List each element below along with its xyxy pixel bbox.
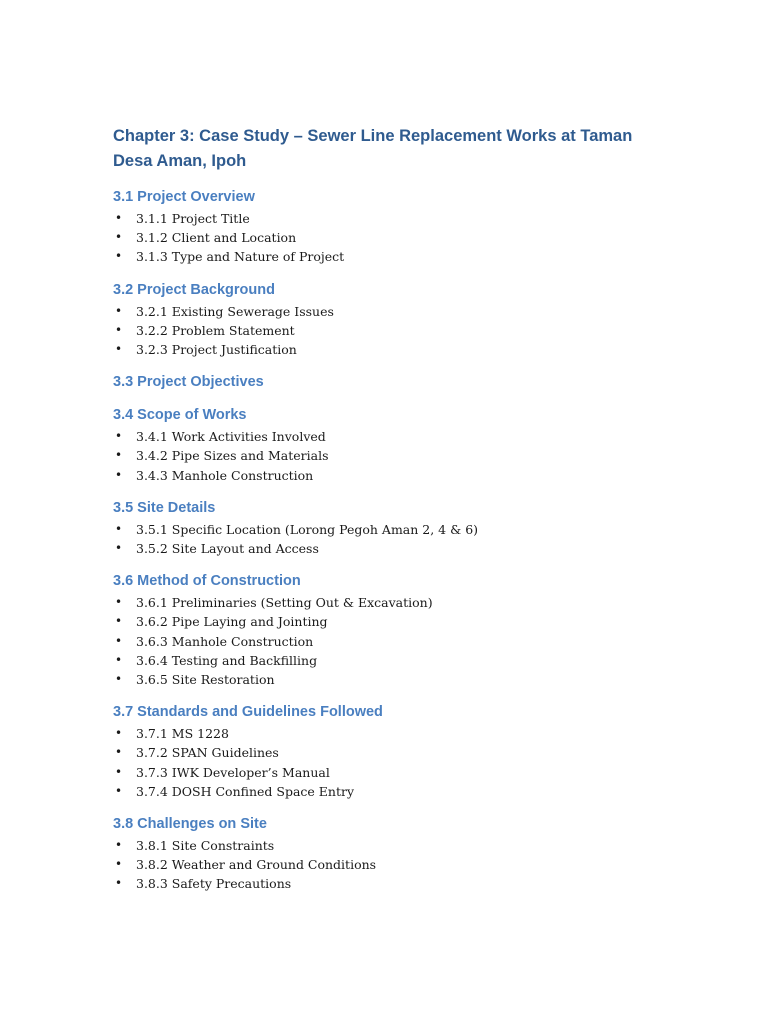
list-item-label: 3.2.3 Project Justification — [136, 342, 297, 358]
list-item — [113, 209, 673, 228]
list-item-label: 3.6.5 Site Restoration — [136, 672, 275, 688]
bullet-icon: • — [115, 303, 123, 318]
section — [113, 814, 673, 894]
list-item — [113, 539, 673, 558]
bullet-icon: • — [115, 211, 123, 225]
bullet-icon: • — [115, 783, 123, 798]
list-item — [113, 520, 673, 539]
list-item — [113, 593, 673, 612]
bullet-icon: • — [115, 614, 123, 629]
list-item-label: 3.6.4 Testing and Backfilling — [136, 652, 318, 668]
list-item-label: 3.8.3 Safety Precautions — [136, 876, 292, 892]
list-item-label: 3.4.1 Work Activities Involved — [136, 429, 326, 445]
list-item-label: 3.1.1 Project Title — [136, 211, 250, 226]
document-page — [113, 124, 673, 907]
bullet-icon: • — [115, 595, 123, 610]
subsection-list — [113, 593, 673, 689]
list-item — [113, 651, 673, 670]
list-item — [113, 247, 673, 266]
list-item-label: 3.7.3 IWK Developer’s Manual — [136, 764, 330, 780]
bullet-icon: • — [115, 249, 123, 264]
list-item — [113, 228, 673, 247]
chapter-title: Chapter 3: Case Study – Sewer Line Replacement Works at Taman Desa Aman, Ipoh — [113, 127, 633, 170]
list-item-label: 3.7.1 MS 1228 — [136, 726, 229, 742]
list-item-label: 3.8.2 Weather and Ground Conditions — [136, 857, 377, 873]
bullet-icon: • — [115, 521, 123, 536]
list-item-label: 3.1.3 Type and Nature of Project — [136, 249, 345, 265]
bullet-icon: • — [115, 876, 123, 891]
list-item — [113, 855, 673, 874]
list-item — [113, 302, 673, 321]
section-heading: 3.1 Project Overview — [113, 189, 255, 205]
list-item-label: 3.7.2 SPAN Guidelines — [136, 745, 279, 761]
list-item-label: 3.1.2 Client and Location — [136, 230, 297, 246]
section — [113, 372, 673, 392]
bullet-icon: • — [115, 633, 123, 648]
subsection-list — [113, 302, 673, 360]
section — [113, 187, 673, 267]
list-item-label: 3.6.1 Preliminaries (Setting Out & Excavation) — [136, 595, 433, 611]
list-item — [113, 836, 673, 855]
list-item-label: 3.2.1 Existing Sewerage Issues — [136, 303, 334, 319]
section — [113, 571, 673, 689]
list-item — [113, 763, 673, 782]
subsection-list — [113, 427, 673, 485]
bullet-icon: • — [115, 745, 123, 760]
list-item-label: 3.5.2 Site Layout and Access — [136, 541, 319, 557]
section-heading: 3.8 Challenges on Site — [113, 816, 267, 833]
list-item — [113, 632, 673, 651]
list-item — [113, 874, 673, 893]
list-item-label: 3.6.2 Pipe Laying and Jointing — [136, 614, 328, 630]
bullet-icon: • — [115, 429, 123, 444]
list-item — [113, 743, 673, 762]
list-item — [113, 612, 673, 631]
bullet-icon: • — [115, 726, 123, 741]
section — [113, 702, 673, 801]
list-item-label: 3.2.2 Problem Statement — [136, 322, 295, 338]
bullet-icon: • — [115, 857, 123, 872]
section-heading: 3.5 Site Details — [113, 499, 216, 516]
list-item — [113, 466, 673, 485]
bullet-icon: • — [115, 230, 123, 245]
list-item-label: 3.7.4 DOSH Confined Space Entry — [136, 783, 355, 799]
subsection-list — [113, 724, 673, 801]
list-item — [113, 321, 673, 340]
list-item — [113, 782, 673, 801]
list-item-label: 3.4.3 Manhole Construction — [136, 467, 314, 483]
section — [113, 405, 673, 485]
bullet-icon: • — [115, 652, 123, 667]
bullet-icon: • — [115, 448, 123, 463]
section-heading: 3.2 Project Background — [113, 281, 275, 298]
bullet-icon: • — [115, 672, 123, 687]
list-item — [113, 724, 673, 743]
list-item — [113, 340, 673, 359]
bullet-icon: • — [115, 342, 123, 357]
list-item — [113, 446, 673, 465]
list-item-label: 3.4.2 Pipe Sizes and Materials — [136, 448, 329, 464]
list-item — [113, 427, 673, 446]
section-heading: 3.4 Scope of Works — [113, 407, 247, 424]
section — [113, 280, 673, 360]
list-item-label: 3.6.3 Manhole Construction — [136, 633, 314, 649]
subsection-list — [113, 209, 673, 267]
bullet-icon: • — [115, 467, 123, 482]
section-heading: 3.6 Method of Construction — [113, 573, 301, 590]
list-item-label: 3.5.1 Specific Location (Lorong Pegoh Aman 2, 4 & 6) — [136, 521, 479, 537]
section-heading: 3.7 Standards and Guidelines Followed — [113, 704, 383, 721]
bullet-icon: • — [115, 322, 123, 337]
bullet-icon: • — [115, 541, 123, 556]
bullet-icon: • — [115, 838, 123, 853]
subsection-list — [113, 836, 673, 894]
bullet-icon: • — [115, 764, 123, 779]
section-heading: 3.3 Project Objectives — [113, 374, 264, 391]
list-item-label: 3.8.1 Site Constraints — [136, 838, 275, 854]
list-item — [113, 670, 673, 689]
subsection-list — [113, 520, 673, 558]
section — [113, 498, 673, 558]
section-list — [113, 187, 673, 894]
